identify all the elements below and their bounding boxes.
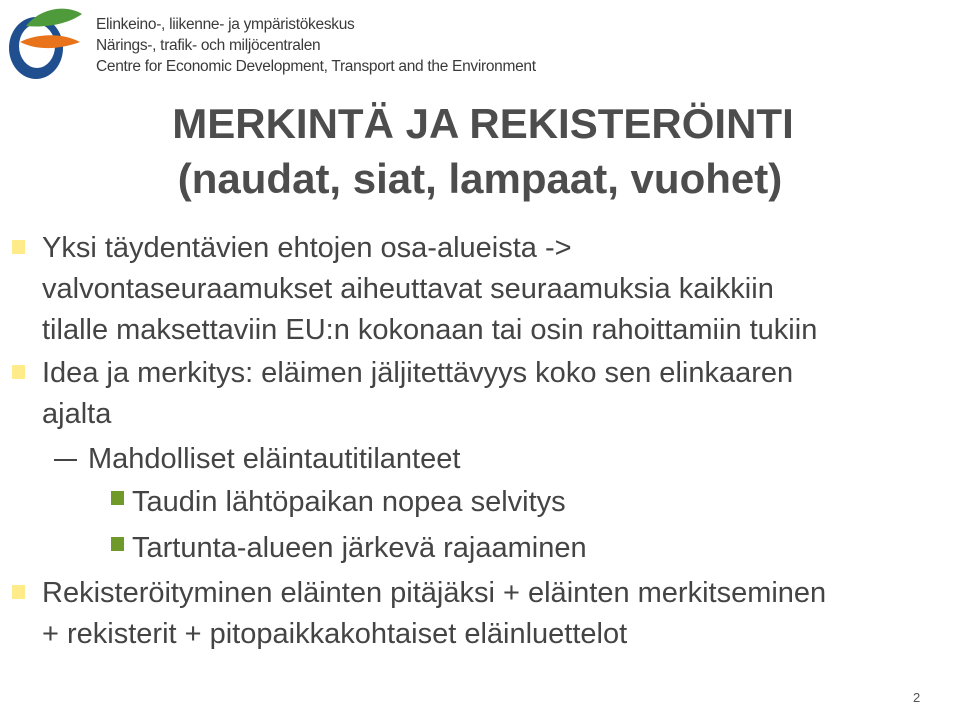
sub-sub-bullet-2 bbox=[0, 525, 960, 571]
bullet-1 bbox=[0, 228, 960, 351]
bullet-2-line-2: ajalta bbox=[42, 398, 112, 430]
org-name-swedish: Närings-, trafik- och miljöcentralen bbox=[96, 37, 321, 54]
bullet-1-line-2: valvontaseuraamukset aiheuttavat seuraamuksia kaikkiin bbox=[42, 273, 774, 305]
bullet-2 bbox=[0, 353, 960, 435]
title-line-2: (naudat, siat, lampaat, vuohet) bbox=[177, 155, 783, 202]
sub-bullet-text: Mahdolliset eläintautitilanteet bbox=[88, 443, 461, 475]
slide-body bbox=[0, 228, 960, 655]
page-number: 2 bbox=[913, 690, 921, 705]
organization-name bbox=[96, 14, 536, 77]
ely-logo-icon bbox=[6, 4, 84, 82]
dash-bullet-icon bbox=[54, 459, 77, 461]
org-name-english: Centre for Economic Development, Transport and the Environment bbox=[96, 58, 536, 75]
square-bullet-icon bbox=[12, 585, 25, 599]
title-line-1: MERKINTÄ JA REKISTERÖINTI bbox=[172, 100, 794, 147]
bullet-3-line-2: + rekisterit + pitopaikkakohtaiset eläinluettelot bbox=[42, 618, 628, 650]
bullet-1-line-1: Yksi täydentävien ehtojen osa-alueista -> bbox=[42, 232, 572, 264]
sub-bullet bbox=[0, 439, 960, 479]
bullet-1-line-3: tilalle maksettaviin EU:n kokonaan tai osin rahoittamiin tukiin bbox=[42, 314, 818, 346]
bullet-2-line-1: Idea ja merkitys: eläimen jäljitettävyys koko sen elinkaaren bbox=[42, 357, 794, 389]
sub-sub-bullet-1 bbox=[0, 479, 960, 525]
square-bullet-icon bbox=[12, 240, 25, 254]
slide-title bbox=[0, 96, 960, 206]
square-bullet-icon bbox=[111, 537, 124, 551]
bullet-3-line-1: Rekisteröityminen eläinten pitäjäksi + eläinten merkitseminen bbox=[42, 577, 827, 609]
org-name-finnish: Elinkeino-, liikenne- ja ympäristökeskus bbox=[96, 16, 355, 33]
square-bullet-icon bbox=[111, 491, 124, 505]
bullet-3 bbox=[0, 573, 960, 655]
sub-sub-bullet-2-text: Tartunta-alueen järkevä rajaaminen bbox=[132, 532, 587, 564]
sub-sub-bullet-1-text: Taudin lähtöpaikan nopea selvitys bbox=[132, 486, 566, 518]
square-bullet-icon bbox=[12, 365, 25, 379]
